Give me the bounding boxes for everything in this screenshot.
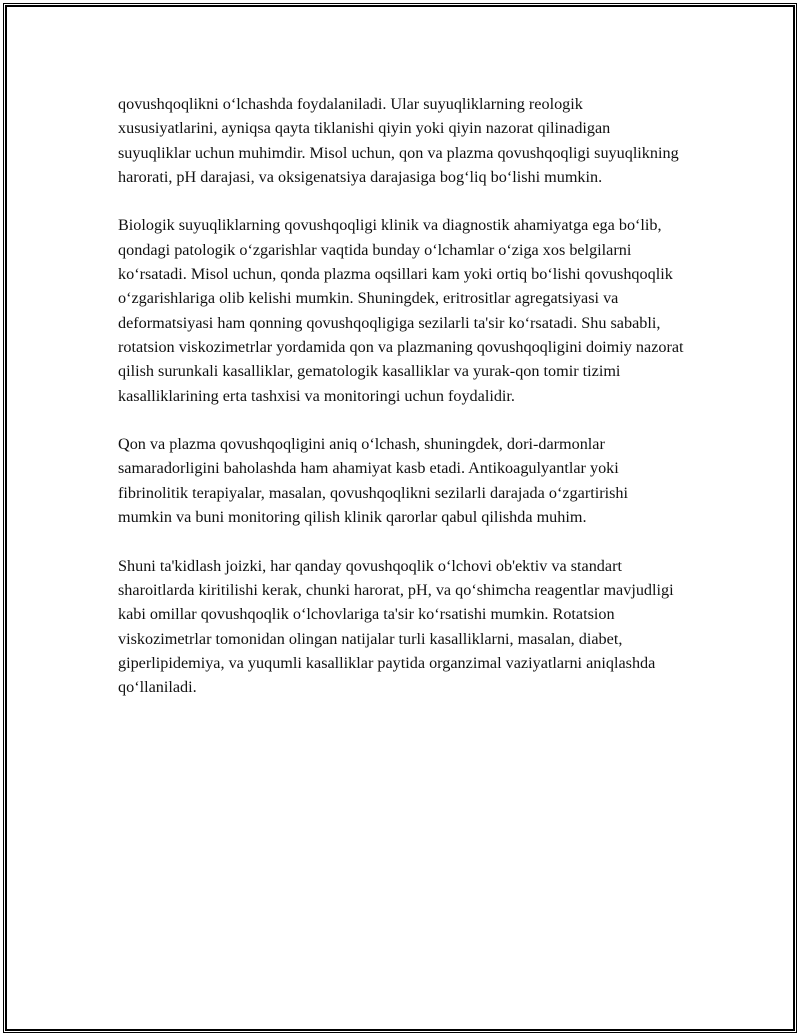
paragraph-1: qovushqoqlikni o‘lchashda foydalaniladi. Ular suyuqliklarning reologik xususiyatlarini, ayniqsa qayta tiklanishi qiyin yoki qiyin nazorat qilinadigan suyuqliklar uchun muhimdir. Misol uchun, qon va plazma qovushqoqligi suyuqlikning harorati, pH darajasi, va oksigenatsiya darajasiga bog‘liq bo‘lishi mumkin.	[118, 95, 679, 186]
paragraph-4: Shuni ta'kidlash joizki, har qanday qovushqoqlik o‘lchovi ob'ektiv va standart sharoitlarda kiritilishi kerak, chunki harorat, pH, va qo‘shimcha reagentlar mavjudligi kabi omillar qovushqoqlik o‘lchovlariga ta'sir ko‘rsatishi mumkin. Rotatsion viskozimetrlar tomonidan olingan natijalar turli kasalliklarni, masalan, diabet, giperlipidemiya, va yuqumli kasalliklar paytida organzimal vaziyatlarni aniqlashda qo‘llaniladi.	[118, 556, 674, 697]
paragraph-3: Qon va plazma qovushqoqligini aniq o‘lchash, shuningdek, dori-darmonlar samaradorligini baholashda ham ahamiyat kasb etadi. Antikoagulyantlar yoki fibrinolitik terapiyalar, masalan, qovushqoqlikni sezilarli darajada o‘zgartirishi mumkin va buni monitoring qilish klinik qarorlar qabul qilishda muhim.	[118, 435, 628, 527]
paragraph-2: Biologik suyuqliklarning qovushqoqligi klinik va diagnostik ahamiyatga ega bo‘lib, qondagi patologik o‘zgarishlar vaqtida bunday o‘lchamlar o‘ziga xos belgilarni ko‘rsatadi. Misol uchun, qonda plazma oqsillari kam yoki ortiq bo‘lishi qovushqoqlik o‘zgarishlariga olib kelishi mumkin. Shuningdek, eritrositlar agregatsiyasi va deformatsiyasi ham qonning qovushqoqligiga sezilarli ta'sir ko‘rsatadi. Shu sababli, rotatsion viskozimetrlar yordamida qon va plazmaning qovushqoqligini doimiy nazorat qilish surunkali kasalliklar, gematologik kasalliklar va yurak-qon tomir tizimi kasalliklarining erta tashxisi va monitoringi uchun foydalidir.	[118, 216, 684, 405]
document-body	[118, 92, 684, 724]
